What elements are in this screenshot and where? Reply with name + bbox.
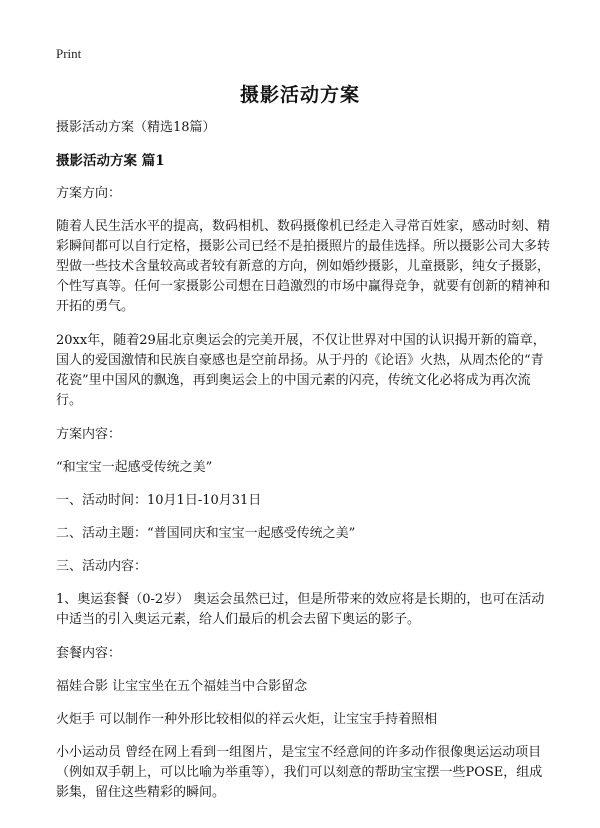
document-body	[56, 118, 550, 817]
package-fuwa: 福娃合影 让宝宝坐在五个福娃当中合影留念	[56, 679, 308, 694]
paragraph-intro: 随着人民生活水平的提高，数码相机、数码摄像机已经走入寻常百姓家，感动时刻、精彩瞬间都可以自行定格，摄影公司已经不是拍摄照片的最佳选择。所以摄影公司大多转型做一些技术含量较高或者较有新意的方向，例如婚纱摄影，儿童摄影，纯女子摄影，个性写真等。任何一家摄影公司想在日趋激烈的市场中赢得竞争，就要有创新的精神和开拓的勇气。	[56, 219, 551, 314]
section-heading: 摄影活动方案 篇1	[56, 153, 165, 169]
item-time: 一、活动时间：10月1日-10月31日	[56, 493, 262, 508]
package-athlete: 小小运动员 曾经在网上看到一组图片，是宝宝不经意间的许多动作很像奥运运动项目（例如双手朝上，可以比喻为举重等），我们可以刻意的帮助宝宝摆一些POSE，组成影集，留住这些精彩的瞬间。	[56, 745, 543, 800]
item-content: 三、活动内容：	[56, 559, 148, 574]
subtitle: 摄影活动方案（精选18篇）	[56, 120, 216, 135]
paragraph-olympics: 20xx年，随着29届北京奥运会的完美开展，不仅让世界对中国的认识揭开新的篇章，国人的爱国激情和民族自豪感也是空前昂扬。从于丹的《论语》火热，从周杰伦的“青花瓷”里中国风的飘逸，再到奥运会上的中国元素的闪亮，传统文化必将成为再次流行。	[56, 333, 546, 408]
theme-quote: “和宝宝一起感受传统之美”	[56, 460, 213, 475]
item-theme: 二、活动主题：“普国同庆和宝宝一起感受传统之美”	[56, 526, 356, 541]
package-torch: 火炬手 可以制作一种外形比较相似的祥云火炬，让宝宝手持着照相	[56, 712, 438, 727]
document-title: 摄影活动方案	[239, 84, 360, 106]
label-direction: 方案方向：	[56, 186, 122, 201]
label-content: 方案内容：	[56, 427, 122, 442]
paragraph-package: 1、奥运套餐（0-2岁） 奥运会虽然已过，但是所带来的效应将是长期的，也可在活动中适当的引入奥运元素，给人们最后的机会去留下奥运的影子。	[56, 592, 545, 627]
print-link[interactable]: Print	[56, 46, 82, 61]
label-package: 套餐内容：	[56, 646, 122, 661]
